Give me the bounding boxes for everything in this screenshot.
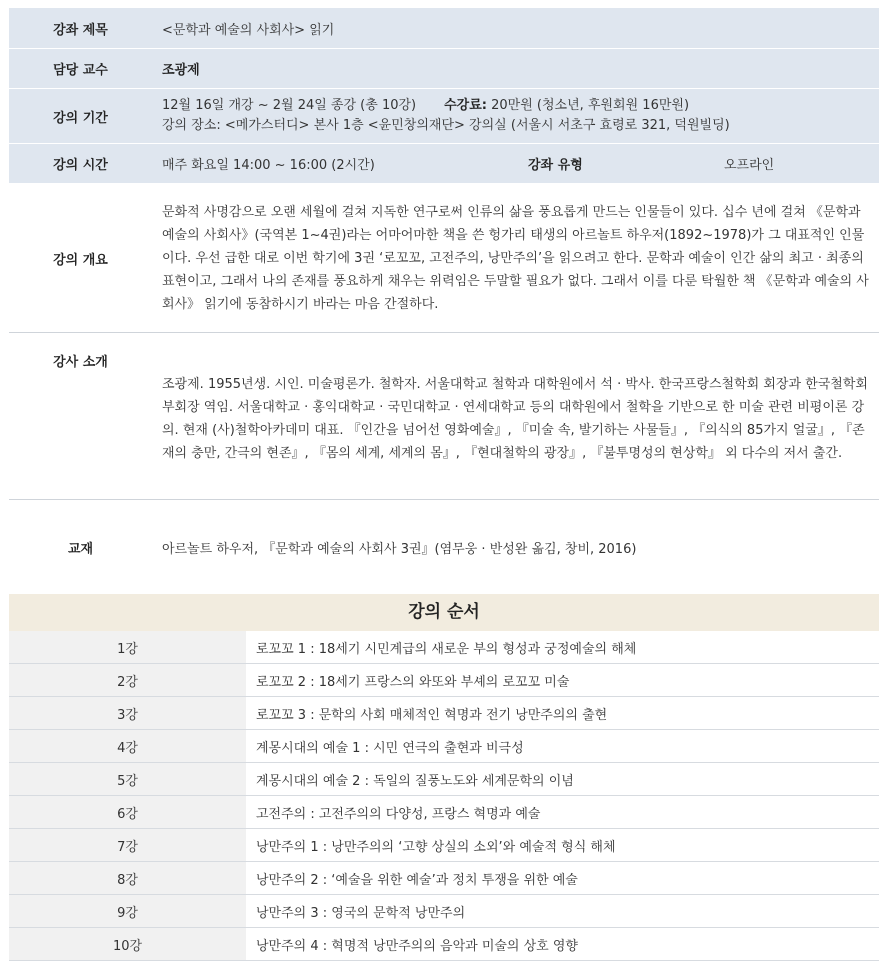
schedule-row xyxy=(9,895,879,928)
lecture-title: 낭만주의 2 : ‘예술을 위한 예술’과 정치 투쟁을 위한 예술 xyxy=(246,862,879,895)
lecture-number: 4강 xyxy=(9,730,246,763)
lecture-title: 고전주의 : 고전주의의 다양성, 프랑스 혁명과 예술 xyxy=(246,796,879,829)
lecture-title: 낭만주의 4 : 혁명적 낭만주의의 음악과 미술의 상호 영향 xyxy=(246,928,879,961)
professor-name: 조광제 xyxy=(152,49,879,89)
lecture-number: 2강 xyxy=(9,664,246,697)
textbook-text: 아르놀트 하우저, 『문학과 예술의 사회사 3권』(염무웅 · 반성완 옮김, 창비, 2016) xyxy=(162,541,637,557)
row-period xyxy=(9,89,879,144)
schedule-row xyxy=(9,862,879,895)
row-time xyxy=(9,144,879,184)
lecture-number: 3강 xyxy=(9,697,246,730)
lecture-number: 1강 xyxy=(9,631,246,664)
overview-cell xyxy=(152,184,879,333)
course-type-label: 강좌 유형 xyxy=(528,158,583,173)
schedule-row xyxy=(9,664,879,697)
lecture-number: 10강 xyxy=(9,928,246,961)
period-line xyxy=(162,96,875,116)
lecture-title: 로꼬꼬 1 : 18세기 시민계급의 새로운 부의 형성과 궁정예술의 해체 xyxy=(246,631,879,664)
lecture-title: 계몽시대의 예술 1 : 시민 연극의 출현과 비극성 xyxy=(246,730,879,763)
lecture-title: 로꼬꼬 3 : 문학의 사회 매체적인 혁명과 전기 낭만주의의 출현 xyxy=(246,697,879,730)
fee-label: 수강료: xyxy=(444,98,487,113)
schedule-row xyxy=(9,928,879,961)
lecture-number: 9강 xyxy=(9,895,246,928)
course-page xyxy=(9,8,879,961)
lecture-title: 낭만주의 3 : 영국의 문학적 낭만주의 xyxy=(246,895,879,928)
schedule-heading: 강의 순서 xyxy=(9,594,879,631)
row-textbook xyxy=(9,500,879,595)
location-text: 강의 장소: <메가스터디> 본사 1층 <윤민창의재단> 강의실 (서울시 서초구 효령로 321, 덕원빌딩) xyxy=(162,118,730,133)
instructor-text: 조광제. 1955년생. 시인. 미술평론가. 철학자. 서울대학교 철학과 대학원에서 석 · 박사. 한국프랑스철학회 회장과 한국철학회 부회장 역임. 서울대학교 · 홍익대학교 · 국민대학교 · 연세대학교 등의 대학원에서 철학을 기반으로 한 미술 관련 비평이론 강의. 현재 (사)철학아카데미 대표. 『인간을 넘어선 영화예술』, 『미술 속, 발기하는 사물들』, 『의식의 85가지 얼굴』, 『존재의 충만, 간극의 현존』, 『몸의 세계, 세계의 몸』, 『현대철학의 광장』, 『불투명성의 현상학』 외 다수의 저서 출간. xyxy=(162,377,868,461)
schedule-row xyxy=(9,796,879,829)
course-title-label: 강좌 제목 xyxy=(9,8,152,49)
period-label: 강의 기간 xyxy=(9,89,152,144)
course-info-table xyxy=(9,8,879,594)
overview-label: 강의 개요 xyxy=(9,184,152,333)
textbook-label: 교재 xyxy=(67,541,94,557)
schedule-row xyxy=(9,697,879,730)
lecture-number: 7강 xyxy=(9,829,246,862)
course-title: <문학과 예술의 사회사> 읽기 xyxy=(152,8,879,49)
time-text: 매주 화요일 14:00 ~ 16:00 (2시간) xyxy=(162,158,375,173)
schedule-row xyxy=(9,829,879,862)
schedule-table xyxy=(9,631,879,961)
row-instructor xyxy=(9,333,879,500)
time-label: 강의 시간 xyxy=(9,144,152,184)
period-text: 12월 16일 개강 ~ 2월 24일 종강 (총 10강) xyxy=(162,98,417,113)
row-overview xyxy=(9,184,879,333)
schedule-row xyxy=(9,730,879,763)
schedule-row xyxy=(9,763,879,796)
row-professor xyxy=(9,49,879,89)
professor-label: 담당 교수 xyxy=(9,49,152,89)
period-cell xyxy=(152,89,879,144)
instructor-cell xyxy=(152,333,879,500)
lecture-number: 6강 xyxy=(9,796,246,829)
lecture-title: 낭만주의 1 : 낭만주의의 ‘고향 상실의 소외’와 예술적 형식 해체 xyxy=(246,829,879,862)
course-type: 오프라인 xyxy=(724,158,775,173)
row-course-title xyxy=(9,8,879,49)
lecture-number: 5강 xyxy=(9,763,246,796)
instructor-label: 강사 소개 xyxy=(9,333,152,500)
lecture-number: 8강 xyxy=(9,862,246,895)
lecture-title: 로꼬꼬 2 : 18세기 프랑스의 와또와 부셰의 로꼬꼬 미술 xyxy=(246,664,879,697)
schedule-row xyxy=(9,631,879,664)
fee-text: 20만원 (청소년, 후원회원 16만원) xyxy=(491,98,690,113)
time-cell xyxy=(152,144,879,184)
lecture-title: 계몽시대의 예술 2 : 독일의 질풍노도와 세계문학의 이념 xyxy=(246,763,879,796)
overview-text: 문화적 사명감으로 오랜 세월에 걸쳐 지독한 연구로써 인류의 삶을 풍요롭게 만드는 인물들이 있다. 십수 년에 걸쳐 《문학과 예술의 사회사》(국역본 1~4권)라는 어마어마한 책을 쓴 헝가리 태생의 아르놀트 하우저(1892~1978)가 그 대표적인 인물이다. 우선 급한 대로 이번 학기에 3권 ‘로꼬꼬, 고전주의, 낭만주의’을 읽으려고 한다. 문학과 예술이 인간 삶의 최고 · 최종의 표현이고, 그래서 나의 존재를 풍요하게 채우는 위력임은 두말할 필요가 없다. 그래서 이를 다룬 탁월한 책 《문학과 예술의 사회사》 읽기에 동참하시기 바라는 마음 간절하다. xyxy=(162,204,869,312)
